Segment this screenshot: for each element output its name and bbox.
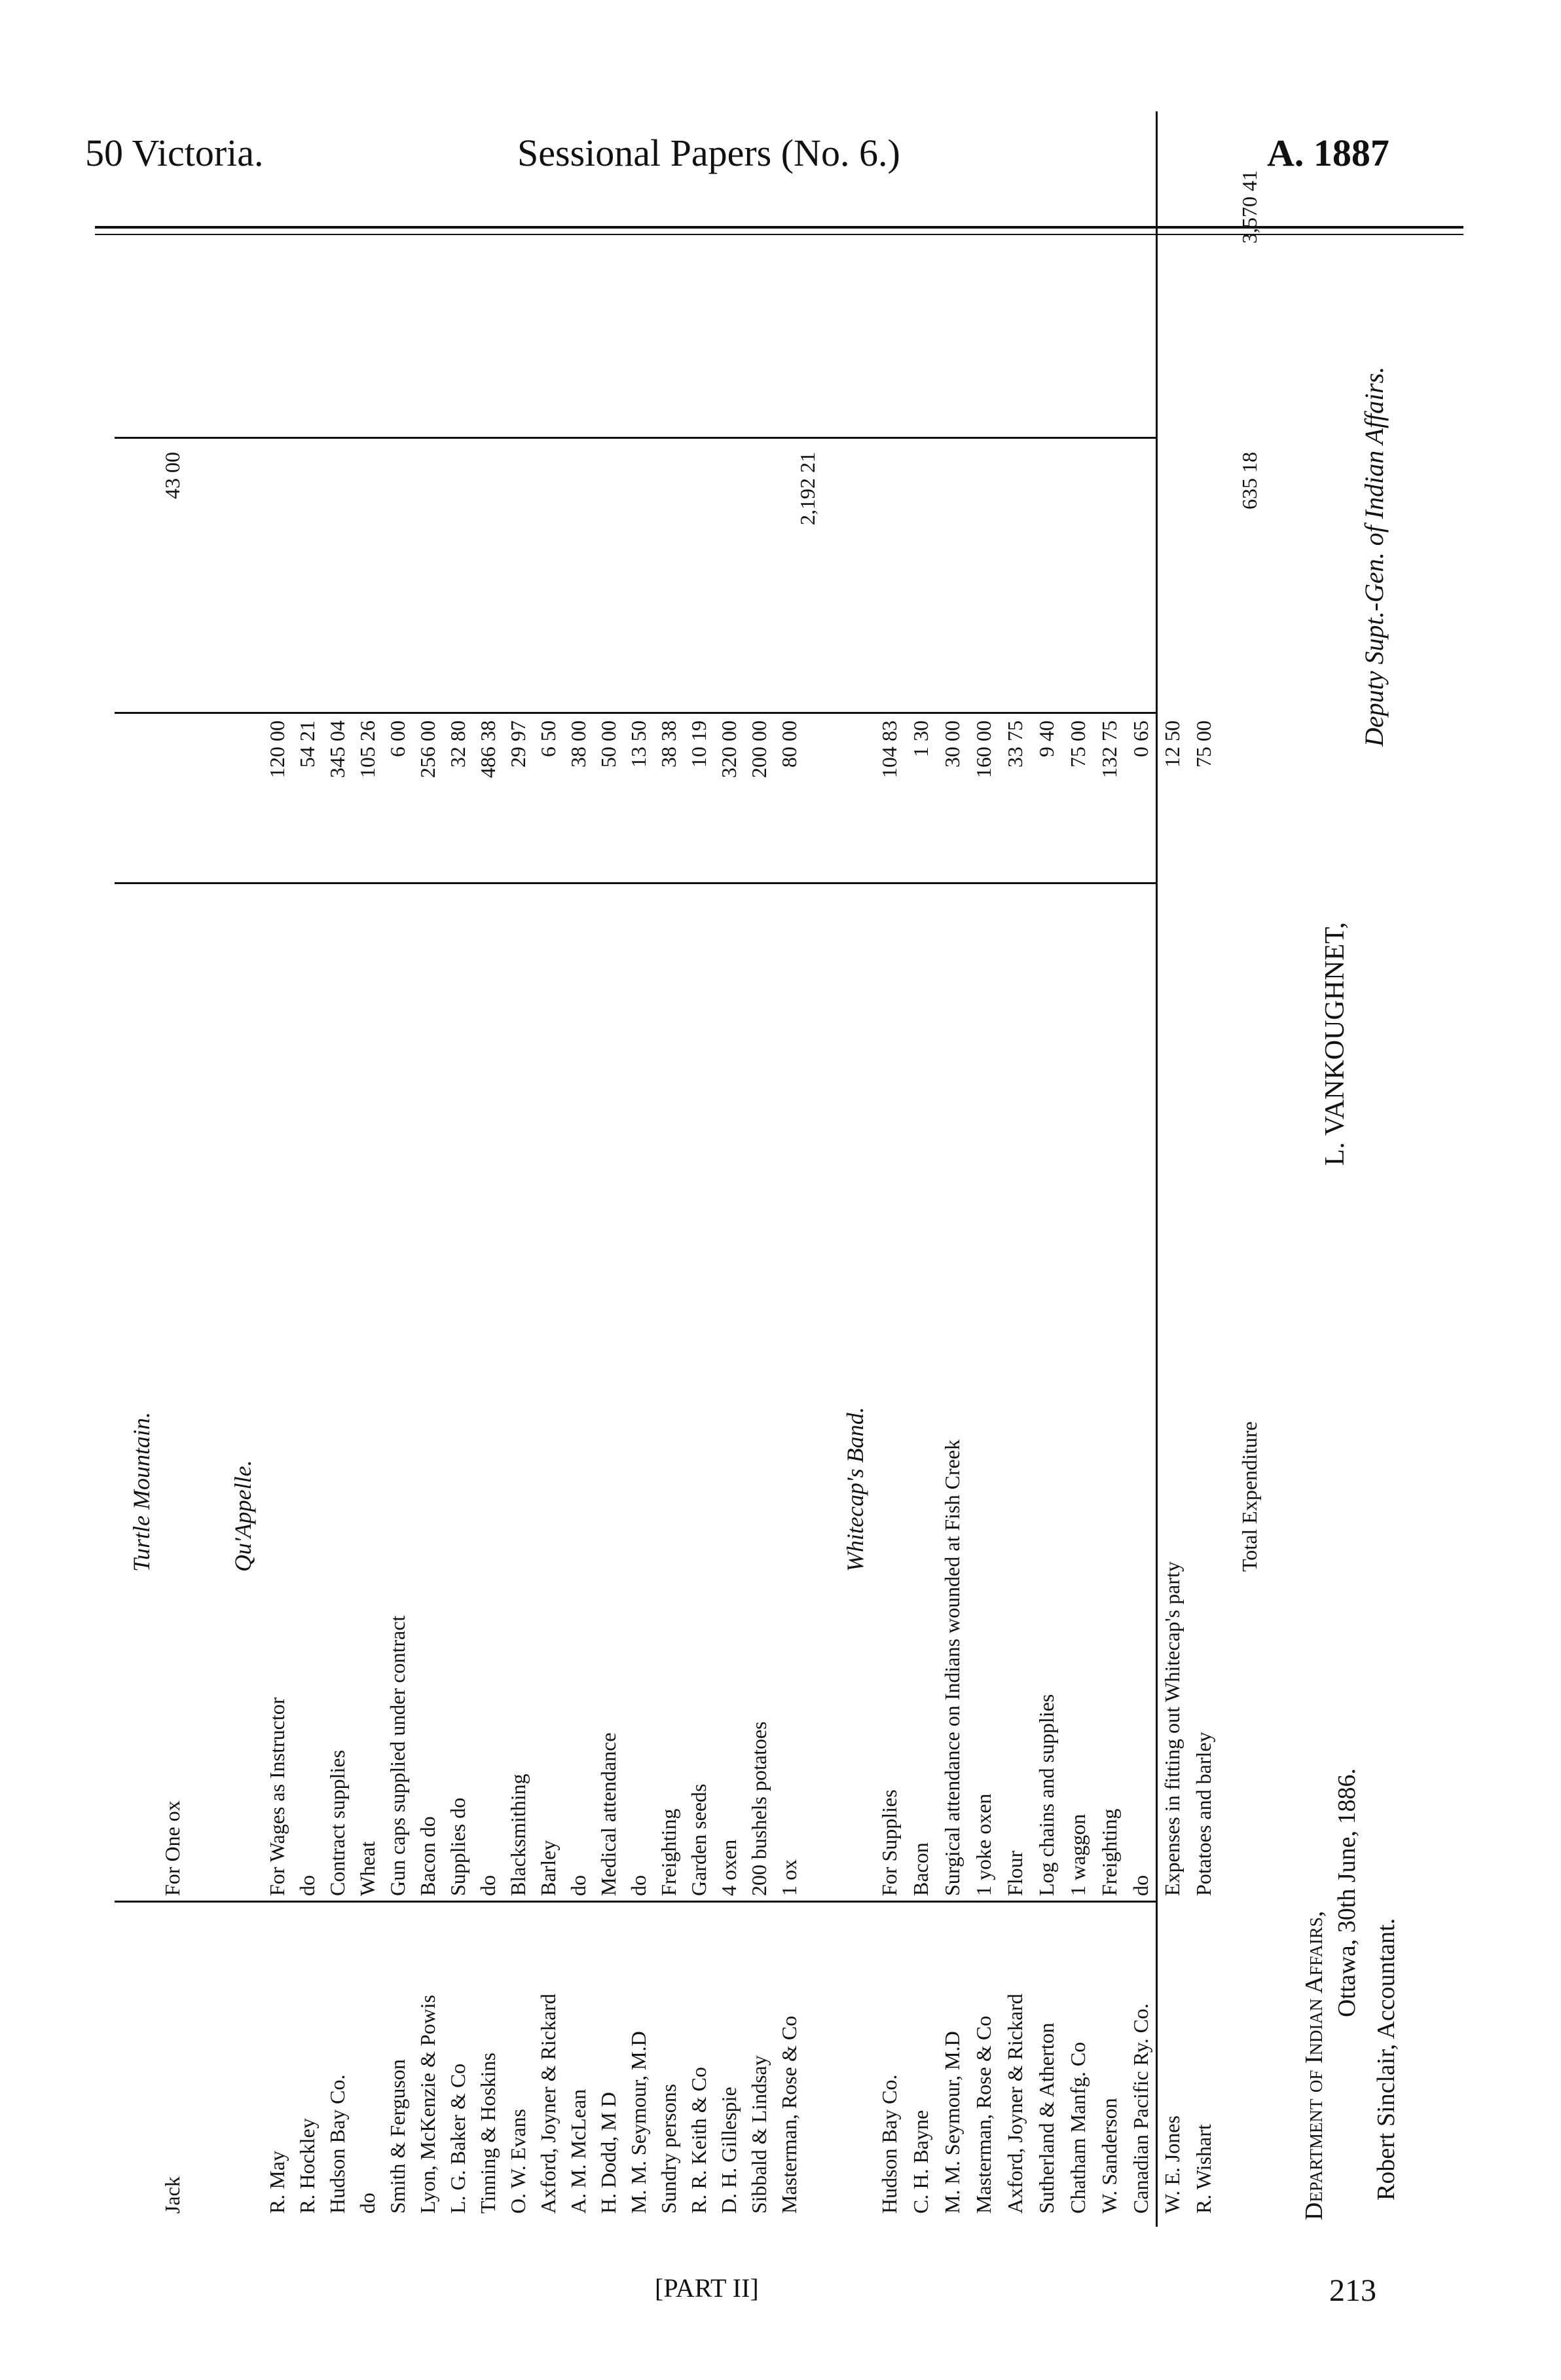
payee: M. M. Seymour, M.D	[627, 2031, 650, 2214]
amount: 32 80	[446, 720, 469, 768]
purpose: Freighting	[657, 1808, 680, 1896]
payee: R. Wishart	[1192, 2124, 1215, 2214]
table-row	[1003, 111, 1033, 2227]
purpose: Gun caps supplied under contract	[386, 1615, 409, 1896]
payee: W. Sanderson	[1097, 2098, 1121, 2214]
payee: R. May	[265, 2151, 289, 2214]
table-row	[777, 111, 807, 2227]
table-row	[356, 111, 386, 2227]
table-row	[657, 111, 687, 2227]
amount: 160 00	[972, 720, 995, 778]
amount: 54 21	[295, 720, 319, 768]
page-number: 213	[1329, 2273, 1376, 2308]
amount: 30 00	[940, 720, 964, 768]
amount: 104 83	[877, 720, 901, 778]
amount: 33 75	[1003, 720, 1027, 768]
rotated-table	[115, 111, 1431, 2227]
purpose: 1 yoke oxen	[972, 1793, 995, 1896]
payee: Smith & Ferguson	[386, 2059, 409, 2214]
amount: 132 75	[1097, 720, 1121, 778]
header-year: A. 1887	[1267, 132, 1389, 174]
payee: Masterman, Rose & Co	[972, 2015, 995, 2214]
table-row	[416, 111, 446, 2227]
amount: 0 65	[1129, 720, 1152, 757]
payee: M. M. Seymour, M.D	[940, 2031, 964, 2214]
footer-signer: L. VANKOUGHNET,	[1320, 921, 1350, 1166]
amount: 75 00	[1192, 720, 1215, 768]
footer-accountant: Robert Sinclair, Accountant.	[1372, 1918, 1400, 2201]
amount: 105 26	[356, 720, 379, 778]
payee: Chatham Manfg. Co	[1066, 2041, 1090, 2214]
purpose: Wheat	[356, 1841, 379, 1896]
payee: C. H. Bayne	[909, 2110, 932, 2214]
amount: 75 00	[1066, 720, 1090, 768]
table-row	[386, 111, 416, 2227]
table-row	[1097, 111, 1128, 2227]
purpose: Freighting	[1097, 1808, 1121, 1896]
purpose: 200 bushels potatoes	[747, 1721, 771, 1896]
subtotal-whitecap: 635 18	[1238, 452, 1261, 510]
footer-dept: Department of Indian Affairs,	[1300, 1910, 1328, 2220]
amount: 256 00	[416, 720, 439, 778]
payee: Sibbald & Lindsay	[747, 2055, 771, 2214]
table-row	[1160, 111, 1190, 2227]
total-amount: 3,570 41	[1238, 170, 1261, 244]
section-title-whitecap: Whitecap's Band.	[842, 1407, 868, 1572]
purpose: Barley	[536, 1840, 560, 1896]
footer-place-date: Ottawa, 30th June, 1886.	[1333, 1768, 1361, 2017]
section-title-turtle: Turtle Mountain.	[128, 1411, 155, 1572]
payee: Hudson Bay Co.	[877, 2074, 901, 2214]
payee: Masterman, Rose & Co	[777, 2015, 801, 2214]
footer-signer-title: Deputy Supt.-Gen. of Indian Affairs.	[1359, 366, 1389, 747]
payee: A. M. McLean	[566, 2089, 590, 2214]
purpose: do	[476, 1875, 500, 1896]
table-row	[446, 111, 476, 2227]
amount: 9 40	[1035, 720, 1058, 757]
payee: R. Hockley	[295, 2118, 319, 2214]
subtotal-quappelle: 2,192 21	[796, 452, 819, 525]
part-label: [PART II]	[655, 2273, 759, 2303]
amount: 120 00	[265, 720, 289, 778]
table-row	[940, 111, 970, 2227]
table-row	[476, 111, 506, 2227]
table-row	[972, 111, 1002, 2227]
purpose: do	[566, 1875, 590, 1896]
header-title: Sessional Papers (No. 6.)	[517, 132, 900, 174]
purpose: Flour	[1003, 1850, 1027, 1896]
table-row	[909, 111, 939, 2227]
table-row	[687, 111, 717, 2227]
purpose: do	[1129, 1875, 1152, 1896]
amount: 200 00	[747, 720, 771, 778]
table-row	[506, 111, 536, 2227]
table-row	[160, 111, 191, 2227]
purpose: 4 oxen	[717, 1839, 741, 1896]
amount: 6 50	[536, 720, 560, 757]
header-session: 50 Victoria.	[85, 132, 264, 174]
table-row	[265, 111, 295, 2227]
payee: D. H. Gillespie	[717, 2087, 741, 2214]
amount: 1 30	[909, 720, 932, 757]
table-row	[717, 111, 747, 2227]
purpose: Blacksmithing	[506, 1774, 530, 1896]
amount: 80 00	[777, 720, 801, 768]
purpose: Supplies do	[446, 1797, 469, 1896]
purpose: For One ox	[160, 1800, 184, 1896]
purpose: 1 waggon	[1066, 1813, 1090, 1896]
table-row	[325, 111, 356, 2227]
table-row	[1035, 111, 1065, 2227]
purpose: For Supplies	[877, 1789, 901, 1896]
payee: Tinning & Hoskins	[476, 2053, 500, 2214]
payee: Sutherland & Atherton	[1035, 2022, 1058, 2214]
payee: Lyon, McKenzie & Powis	[416, 1994, 439, 2214]
section-title-quappelle: Qu'Appelle.	[230, 1460, 256, 1572]
payee: W. E. Jones	[1160, 2115, 1184, 2214]
amount: 345 04	[325, 720, 349, 778]
table-row	[1192, 111, 1222, 2227]
purpose: For Wages as Instructor	[265, 1697, 289, 1896]
purpose: Bacon do	[416, 1816, 439, 1896]
purpose: Garden seeds	[687, 1783, 710, 1896]
payee: R. R. Keith & Co	[687, 2066, 710, 2214]
payee: Axford, Joyner & Rickard	[536, 1994, 560, 2214]
payee: H. Dodd, M D	[597, 2092, 620, 2214]
total-label: Total Expenditure	[1238, 1421, 1261, 1572]
purpose: Potatoes and barley	[1192, 1732, 1215, 1896]
table-row	[877, 111, 908, 2227]
table-row	[566, 111, 597, 2227]
purpose: do	[295, 1875, 319, 1896]
table-row	[597, 111, 627, 2227]
amount: 10 19	[687, 720, 710, 768]
amount: 29 97	[506, 720, 530, 768]
amount: 13 50	[627, 720, 650, 768]
purpose: Contract supplies	[325, 1749, 349, 1896]
amount: 486 38	[476, 720, 500, 778]
purpose: Log chains and supplies	[1035, 1694, 1058, 1896]
purpose: Bacon	[909, 1842, 932, 1896]
purpose: Medical attendance	[597, 1732, 620, 1896]
amount: 38 38	[657, 720, 680, 768]
payee: Jack	[160, 2176, 184, 2214]
payee: do	[356, 2193, 379, 2214]
table-row	[1129, 111, 1159, 2227]
amount: 50 00	[597, 720, 620, 768]
amount: 6 00	[386, 720, 409, 757]
table-row	[627, 111, 657, 2227]
payee: L. G. Baker & Co	[446, 2063, 469, 2214]
amount: 320 00	[717, 720, 741, 778]
table-row	[747, 111, 777, 2227]
subtotal-turtle: 43 00	[160, 452, 184, 499]
purpose: Surgical attendance on Indians wounded at Fish Creek	[940, 1439, 964, 1896]
table-row	[295, 111, 325, 2227]
payee: Hudson Bay Co.	[325, 2074, 349, 2214]
total-row	[1238, 111, 1268, 2227]
amount: 38 00	[566, 720, 590, 768]
purpose: Expenses in fitting out Whitecap's party	[1160, 1561, 1184, 1896]
purpose: do	[627, 1875, 650, 1896]
payee: Axford, Joyner & Rickard	[1003, 1994, 1027, 2214]
table-row	[536, 111, 566, 2227]
amount: 12 50	[1160, 720, 1184, 768]
payee: O. W. Evans	[506, 2109, 530, 2214]
purpose: 1 ox	[777, 1859, 801, 1896]
payee: Canadian Pacific Ry. Co.	[1129, 2003, 1152, 2214]
payee: Sundry persons	[657, 2083, 680, 2214]
table-row	[1066, 111, 1096, 2227]
